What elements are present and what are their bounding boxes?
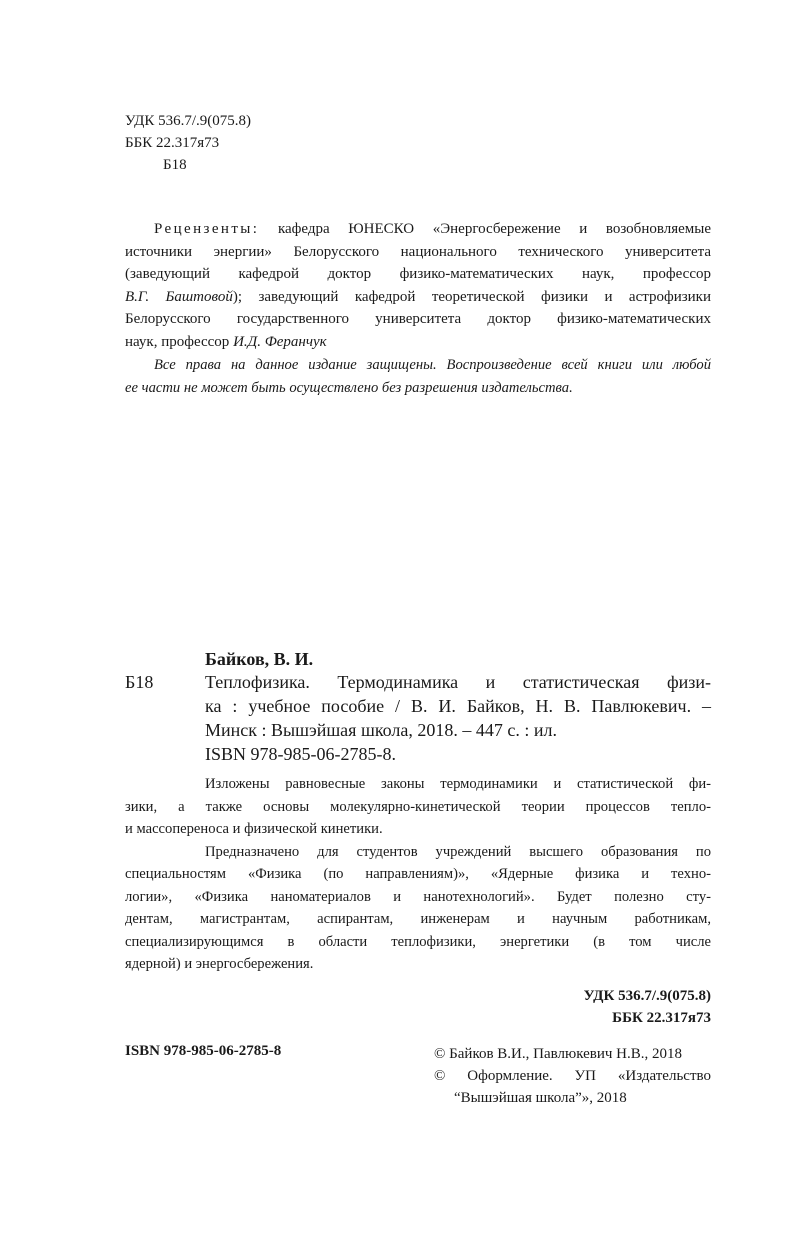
reviewers-line-3: (заведующий кафедрой доктор физико-математических наук, профессор — [125, 266, 711, 282]
reviewers-label: Рецензенты: — [154, 221, 260, 237]
bottom-classification-codes — [584, 985, 711, 1029]
bbk-code: ББК 22.317я73 — [125, 135, 220, 151]
rights-line-1: Все права на данное издание защищены. Воспроизведение всей книги или любой — [154, 357, 711, 373]
reviewers-line-5: Белорусского государственного университета доктор физико-математических — [125, 311, 711, 327]
annotation-p2-line-6: ядерной) и энергосбережения. — [125, 956, 314, 972]
classification-codes — [125, 110, 251, 176]
bibliographic-entry — [205, 670, 711, 766]
reviewer-name-1: В.Г. Баштовой — [125, 288, 233, 305]
rights-line-2: ее части не может быть осуществлено без разрешения издательства. — [125, 379, 573, 396]
annotation-p2-line-1: Предназначено для студентов учреждений высшего образования по — [205, 843, 711, 860]
annotation-p1-line-1: Изложены равновесные законы термодинамики и статистической фи- — [205, 776, 711, 792]
annotation-p1-line-3: и массопереноса и физической кинетики. — [125, 821, 383, 837]
bottom-bbk-code: ББК 22.317я73 — [612, 1010, 711, 1026]
entry-line-1: Теплофизика. Термодинамика и статистическая физи- — [205, 672, 711, 692]
rights-notice — [125, 354, 711, 399]
copyright-line-1: © Байков В.И., Павлюкевич Н.В., 2018 — [434, 1046, 683, 1062]
reviewers-line-4: В.Г. Баштовой); заведующий кафедрой теоретической физики и астрофизики — [125, 288, 711, 305]
annotation-p2-line-4: дентам, магистрантам, аспирантам, инженерам и научным работникам, — [125, 911, 711, 927]
entry-code: Б18 — [125, 672, 154, 692]
author-heading: Байков, В. И. — [205, 649, 314, 669]
entry-line-3: Минск : Вышэйшая школа, 2018. – 447 с. : ил. — [205, 720, 557, 740]
annotation — [125, 773, 711, 976]
reviewers-line-6: наук, профессор И.Д. Феранчук — [125, 333, 327, 350]
annotation-p1-line-2: зики, а также основы молекулярно-кинетической теории процессов тепло- — [125, 798, 711, 815]
entry-isbn: ISBN 978-985-06-2785-8. — [205, 744, 396, 764]
entry-line-2: ка : учебное пособие / В. И. Байков, Н. В. Павлюкевич. – — [205, 696, 711, 716]
reviewers-line-1: Рецензенты: кафедра ЮНЕСКО «Энергосбережение и возобновляемые — [154, 221, 711, 237]
copyright-line-2: © Оформление. УП «Издательство — [434, 1068, 711, 1084]
copyright-block — [434, 1043, 711, 1109]
annotation-p2-line-5: специализирующимся в области теплофизики, энергетики (в том числе — [125, 933, 711, 950]
reviewers-line-2: источники энергии» Белорусского национального технического университета — [125, 243, 711, 260]
copyright-line-3: “Вышэйшая школа”», 2018 — [454, 1090, 627, 1106]
reviewers-section — [125, 218, 711, 353]
udk-code: УДК 536.7/.9(075.8) — [125, 113, 251, 129]
annotation-p2-line-3: логии», «Физика наноматериалов и нанотехнологий». Будет полезно сту- — [125, 888, 711, 905]
author-mark: Б18 — [163, 157, 187, 173]
reviewer-name-2: И.Д. Феранчук — [233, 333, 327, 350]
bottom-udk-code: УДК 536.7/.9(075.8) — [583, 988, 711, 1004]
annotation-p2-line-2: специальностям «Физика (по направлениям)», «Ядерные физика и техно- — [125, 866, 711, 882]
isbn: ISBN 978-985-06-2785-8 — [125, 1043, 282, 1059]
